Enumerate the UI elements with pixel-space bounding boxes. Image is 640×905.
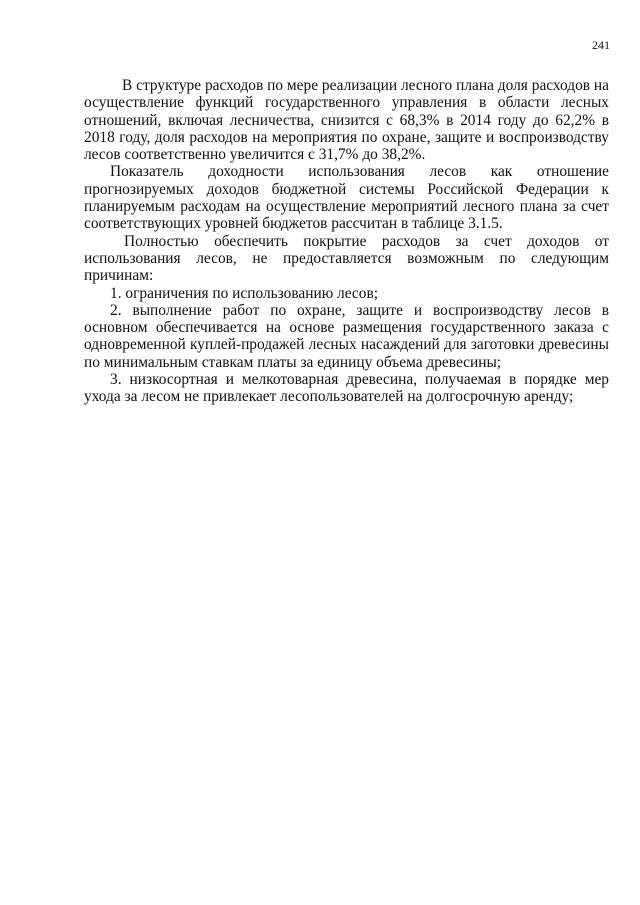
list-item-reason-2: 2. выполнение работ по охране, защите и воспроизводству лесов в основном обеспечивается на основе размещения государственного заказа с одновременной куплей-продажей лесных насаждений для заготовки древесины по минимальным ставкам платы за единицу объема древесины; xyxy=(84,301,609,371)
paragraph-coverage-reasons-intro: Полностью обеспечить покрытие расходов за счет доходов от использования лесов, не предоставляется возможным по следующим причинам: xyxy=(84,232,609,285)
paragraph-profitability-indicator: Показатель доходности использования лесов как отношение прогнозируемых доходов бюджетной системы Российской Федерации к планируемым расходам на осуществление мероприятий лесного плана за счет соответствующих уровней бюджетов рассчитан в таблице 3.1.5. xyxy=(84,163,609,233)
page-number: 241 xyxy=(592,38,610,52)
list-item-reason-3: 3. низкосортная и мелкотоварная древесина, получаемая в порядке мер ухода за лесом не привлекает лесопользователей на долгосрочную аренду; xyxy=(84,371,609,406)
paragraph-expense-structure: В структуре расходов по мере реализации лесного плана доля расходов на осуществление функций государственного управления в области лесных отношений, включая лесничества, снизится с 68,3% в 2014 году до 62,2% в 2018 году, доля расходов на мероприятия по охране, защите и воспроизводству лесов соответственно увеличится с 31,7% до 38,2%. xyxy=(84,77,609,164)
list-item-reason-1: 1. ограничения по использованию лесов; xyxy=(110,284,379,302)
document-body xyxy=(84,77,609,406)
